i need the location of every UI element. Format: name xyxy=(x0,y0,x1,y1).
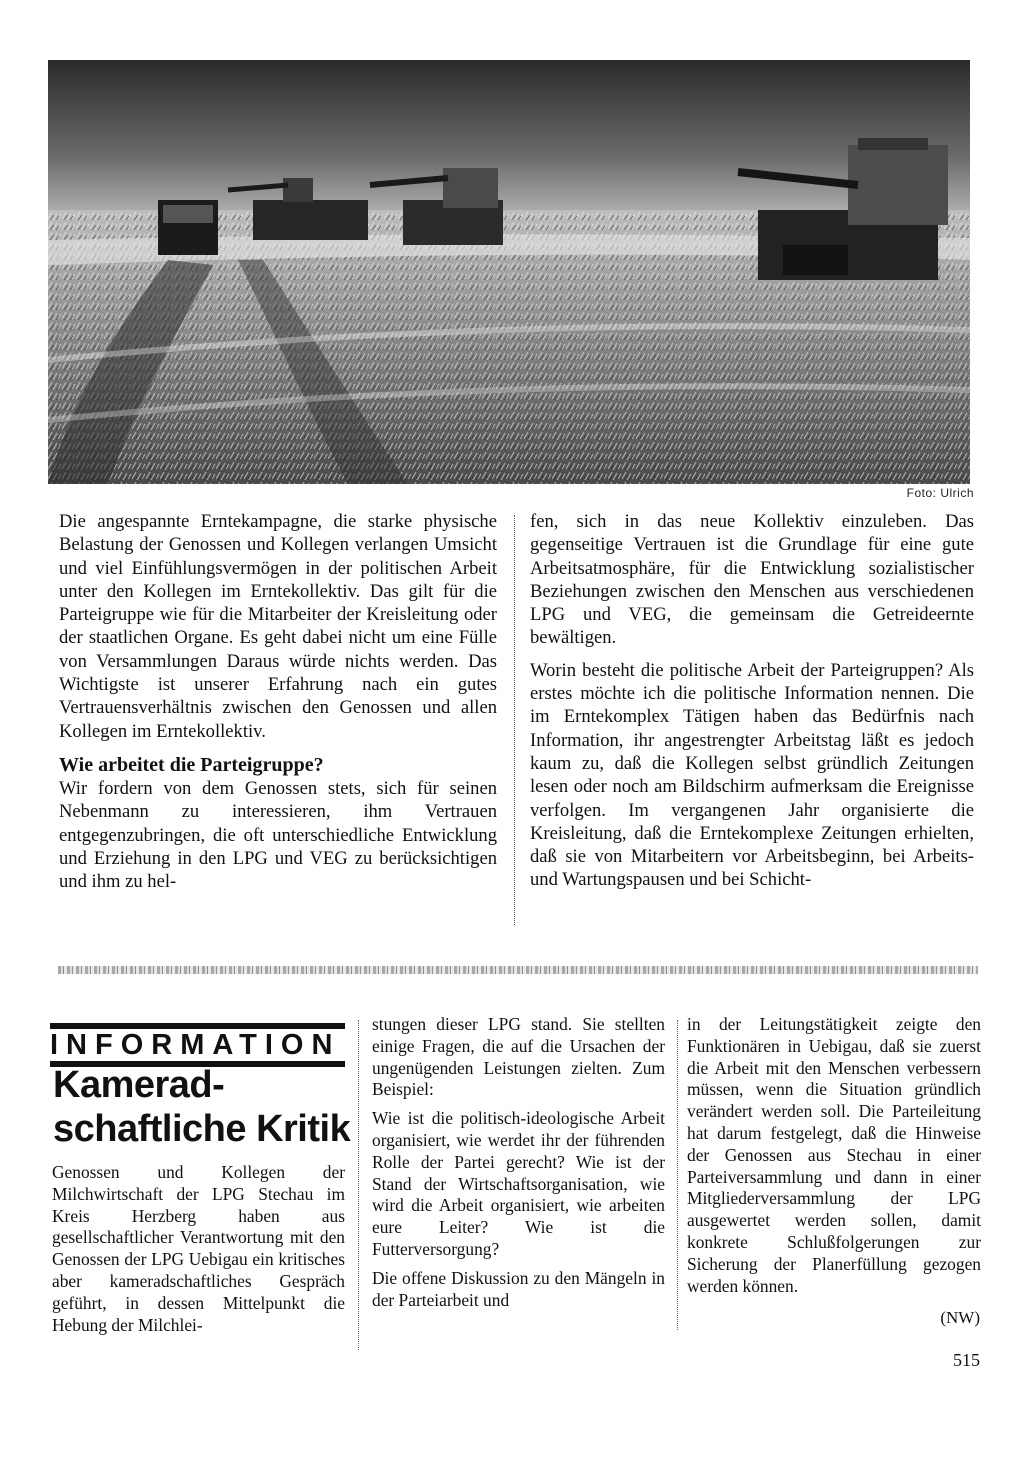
article-column-right xyxy=(530,510,974,892)
info-column-3 xyxy=(687,1014,981,1297)
article-paragraph: Die angespannte Erntekampagne, die starke physische Belastung der Genossen und Kollegen verlangen Umsicht und viel Einfühlungsvermögen in der politischen Arbeit unter den Kollegen im Erntekollektiv. Das gilt für die Parteigruppe wie für die Mitarbeiter der Kreisleitung oder der staatlichen Organe. Es geht dabei nicht um eine Fülle von Versammlungen Daraus würde nichts werden. Das Wichtigste ist unserer Erfahrung nach ein gutes Vertrauensverhältnis zwischen den Genossen und allen Kollegen im Erntekollektiv. xyxy=(59,511,497,742)
harvest-photo xyxy=(48,60,970,484)
column-divider xyxy=(358,1020,359,1350)
author-signature: (NW) xyxy=(940,1308,980,1327)
article-paragraph: Worin besteht die politische Arbeit der Parteigruppen? Als erstes möchte ich die politische Information nennen. Die im Erntekomplex Tätigen haben das Bedürfnis nach Information, ihr angestrengter Arbeitstag läßt es jedoch kaum zu, daß die Kollegen selbst gründlich Zeitungen lesen oder noch am Bildschirm aufmerksam die Ereignisse verfolgen. Im vergangenen Jahr organisierte die Kreisleitung, daß die Erntekomplexe Zeitungen erhielten, daß sie von Mitarbeitern vor Arbeitsbeginn, bei Arbeits- und Wartungspausen und bei Schicht- xyxy=(530,659,974,891)
info-paragraph: Genossen und Kollegen der Milchwirtschaft der LPG Stechau im Kreis Herzberg haben aus gesellschaftlicher Verantwortung mit den Genossen der LPG Uebigau ein kritisches aber kameradschaftliches Gespräch geführt, in dessen Mittelpunkt die Hebung der Milchlei- xyxy=(52,1162,345,1335)
info-paragraph: Wie ist die politisch-ideologische Arbeit organisiert, wie werdet ihr der führenden Rolle der Partei gerecht? Wie ist der Stand der Wirtschaftsorganisation, wie wird die Arbeit organisiert, wie arbeiten eure Leiter? Wie ist die Futterversorgung? xyxy=(372,1108,665,1259)
article-paragraph: Wir fordern von dem Genossen stets, sich für seinen Nebenmann zu interessieren, ihm Vertrauen entgegenzubringen, die oft unterschiedliche Entwicklung und Erziehung in den LPG und VEG zu berücksichtigen und ihm zu hel- xyxy=(59,777,497,893)
article-paragraph: fen, sich in das neue Kollektiv einzuleben. Das gegenseitige Vertrauen ist die Grundlage für eine gute Arbeitsatmosphäre, für die Entwicklung sozialistischer Beziehungen zwischen den Menschen aus verschiedenen LPG und VEG, die gemeinsam die Getreideernte bewältigen. xyxy=(530,511,974,649)
harvest-photo-illustration xyxy=(48,60,970,484)
page-number: 515 xyxy=(953,1350,980,1370)
article-column-left xyxy=(59,510,497,893)
information-label: INFORMATION xyxy=(50,1023,345,1067)
info-headline xyxy=(53,1063,353,1151)
info-column-2 xyxy=(372,1014,665,1311)
section-divider xyxy=(58,966,978,974)
info-paragraph: in der Leitungstätigkeit zeigte den Funktionären in Uebigau, daß sie zuerst die Arbeit mit den Menschen verbessern müssen, wenn die Situation gründlich verändert werden soll. Die Parteileitung hat darum festgelegt, daß die Hinweise der Genossen aus Stechau in einer Parteiversammlung und dann in einer Mitgliederversammlung der LPG ausgewertet werden sollen, damit konkrete Schlußfolgerungen zur Sicherung der Planerfüllung gezogen werden können. xyxy=(687,1014,981,1296)
info-headline-line: Kamerad- xyxy=(53,1064,225,1106)
info-column-1 xyxy=(52,1162,345,1336)
photo-credit: Foto: Ulrich xyxy=(906,486,974,500)
column-divider xyxy=(677,1020,678,1330)
info-headline-line: schaftliche Kritik xyxy=(53,1108,351,1150)
info-paragraph: stungen dieser LPG stand. Sie stellten einige Fragen, die auf die Ursachen der ungenügenden Leistungen zielten. Zum Beispiel: xyxy=(372,1014,665,1100)
column-divider xyxy=(514,515,515,925)
article-subheading: Wie arbeitet die Parteigruppe? xyxy=(59,753,324,776)
info-paragraph: Die offene Diskussion zu den Mängeln in der Parteiarbeit und xyxy=(372,1267,665,1310)
